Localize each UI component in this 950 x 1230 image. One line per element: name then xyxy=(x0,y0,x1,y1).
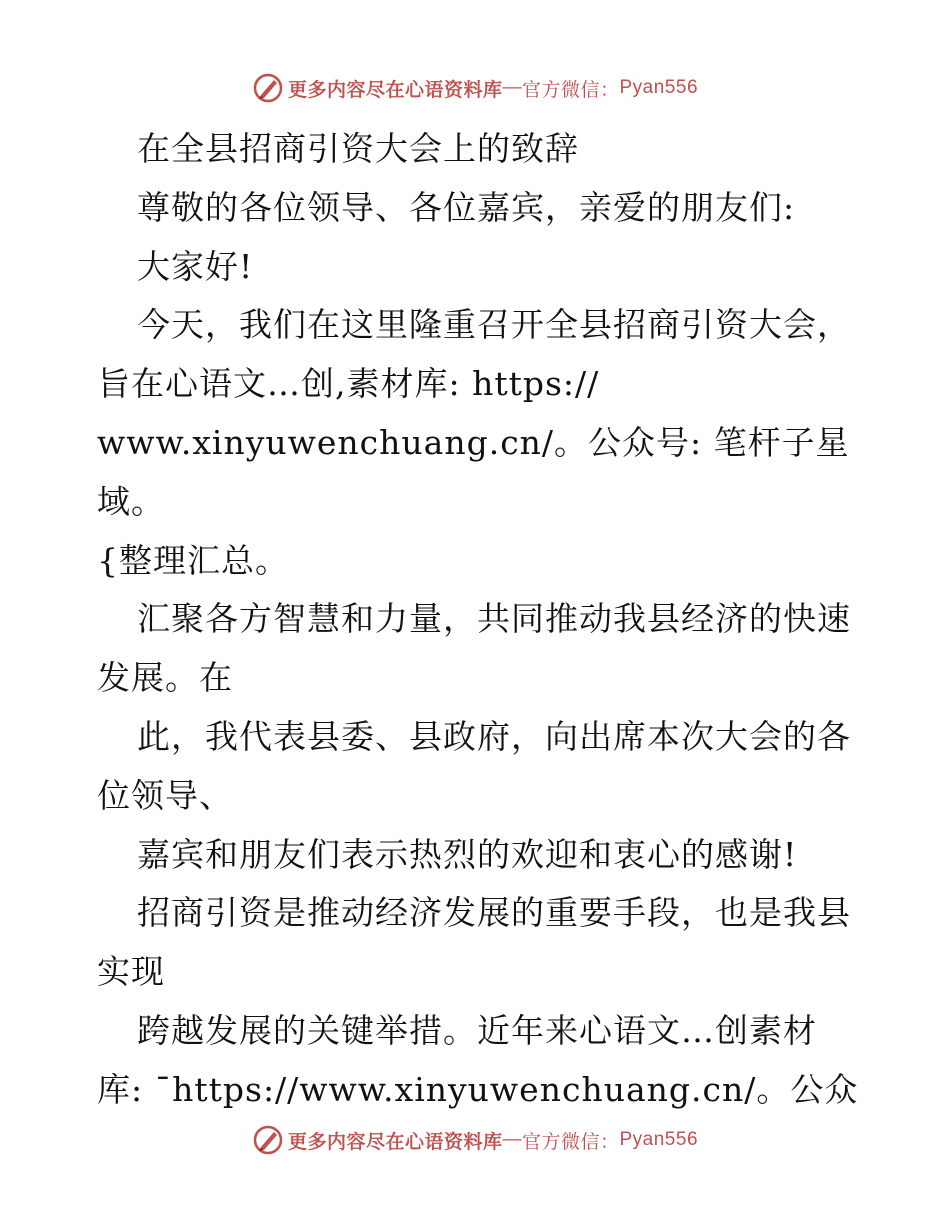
paragraph-line: 今天，我们在这里隆重召开全县招商引资大会， xyxy=(137,305,851,345)
header-wechat-label: 官方微信： xyxy=(521,79,620,101)
paragraph-line: {整理汇总。 xyxy=(97,540,289,580)
document-title: 在全县招商引资大会上的致辞 xyxy=(137,129,579,168)
paragraph-line: 实现 xyxy=(97,952,165,992)
paragraph-line: www.xinyuwenchuang.cn/。公众号: 笔杆子星域。 xyxy=(97,422,850,521)
paragraph-line: 发展。在 xyxy=(97,658,233,698)
footer-wechat-label: 官方微信： xyxy=(521,1131,620,1153)
pen-logo-icon xyxy=(252,72,284,104)
header-wechat-id: Pyan556 xyxy=(619,77,699,98)
header-separator: — xyxy=(502,77,522,98)
paragraph-line: 旨在心语文…创,素材库: https:// xyxy=(97,364,600,404)
page-header xyxy=(0,72,950,104)
paragraph-line: 此，我代表县委、县政府，向出席本次大会的各 xyxy=(137,716,851,756)
paragraph-line: 嘉宾和朋友们表示热烈的欢迎和衷心的感谢! xyxy=(137,834,798,874)
footer-separator: — xyxy=(502,1129,522,1150)
footer-wechat-id: Pyan556 xyxy=(619,1129,699,1150)
header-brand-text: 更多内容尽在心语资料库 xyxy=(287,79,503,101)
footer-brand-text: 更多内容尽在心语资料库 xyxy=(287,1131,503,1153)
paragraph-line: 位领导、 xyxy=(97,775,233,815)
page-footer xyxy=(0,1124,950,1156)
pen-logo-icon xyxy=(252,1124,284,1156)
greeting: 大家好! xyxy=(137,246,254,286)
salutation: 尊敬的各位领导、各位嘉宾，亲爱的朋友们: xyxy=(137,187,796,227)
paragraph-line: 招商引资是推动经济发展的重要手段，也是我县 xyxy=(137,893,851,933)
paragraph-line: 跨越发展的关键举措。近年来心语文…创素材 xyxy=(137,1010,817,1050)
document-body xyxy=(97,120,867,1120)
paragraph-line: 库: ¯https://www.xinyuwenchuang.cn/。公众 xyxy=(97,1069,859,1109)
paragraph-line: 汇聚各方智慧和力量，共同推动我县经济的快速 xyxy=(137,599,851,639)
